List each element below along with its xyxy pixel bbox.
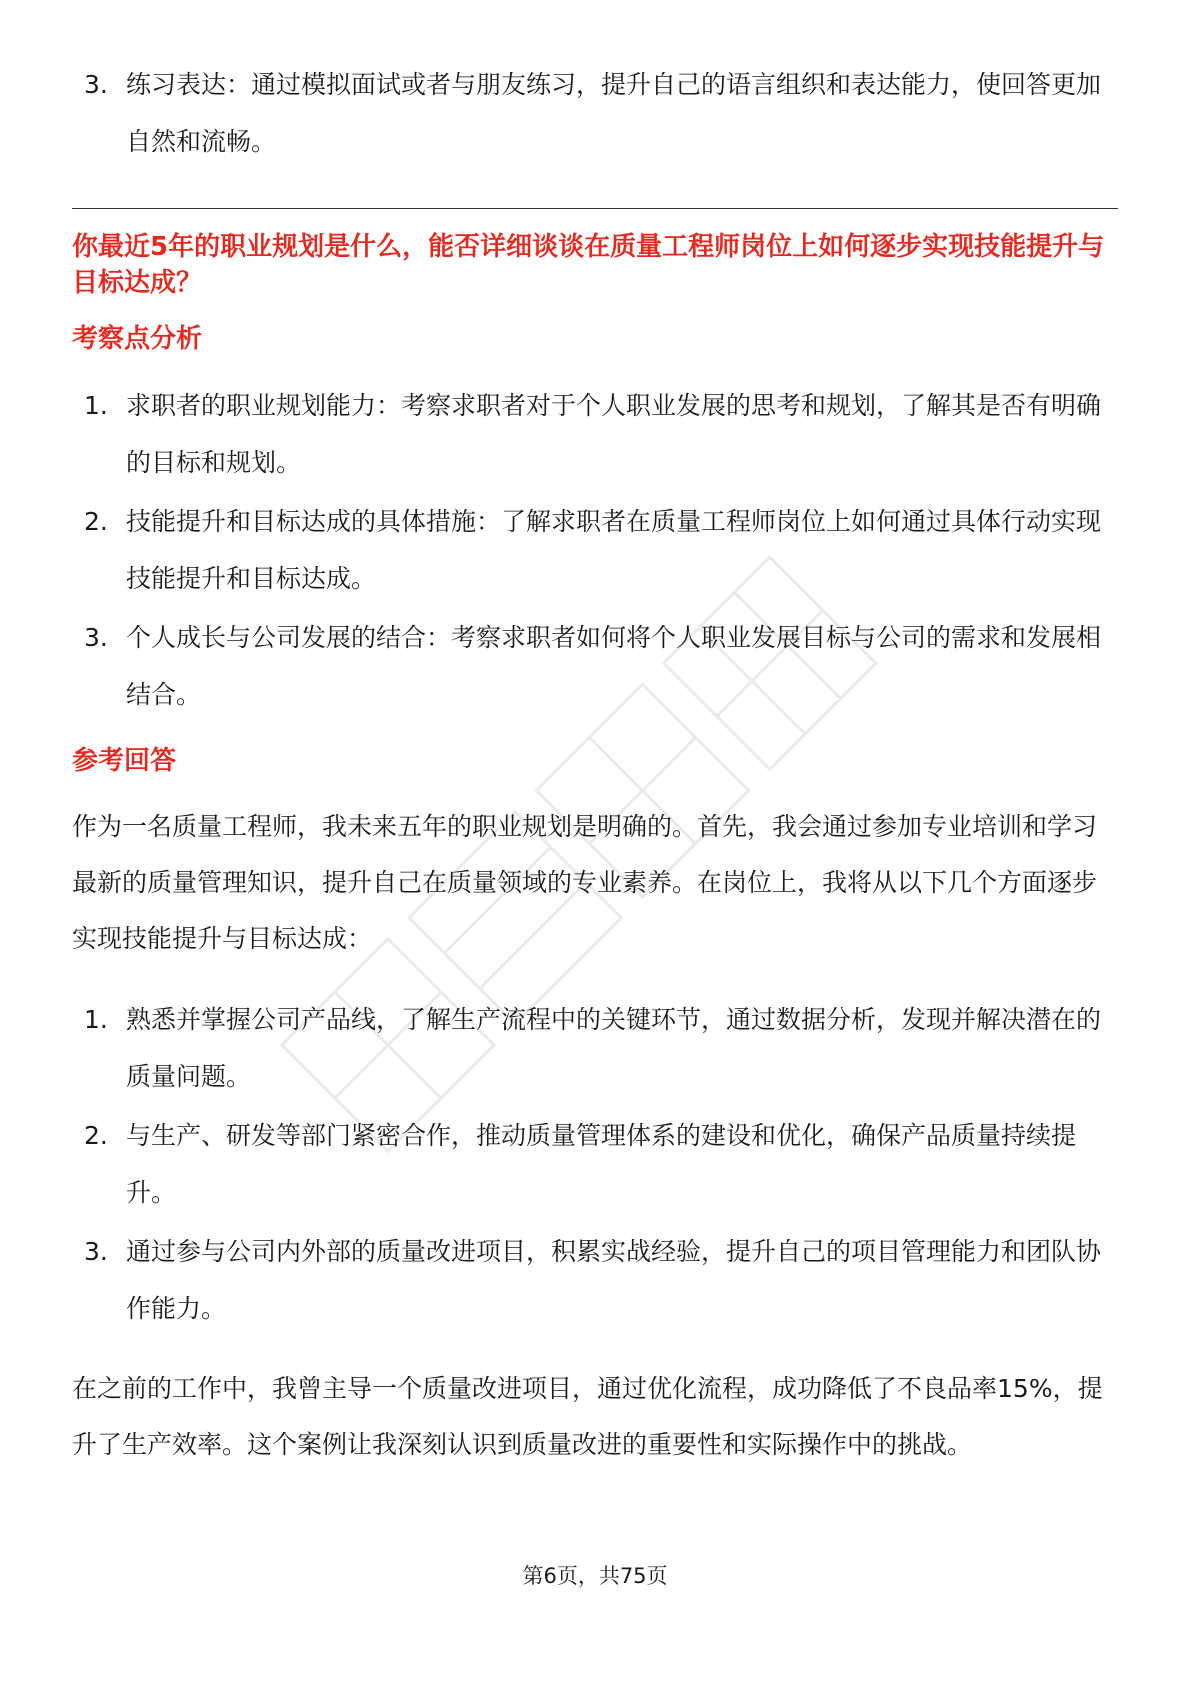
list-text: 练习表达：通过模拟面试或者与朋友练习，提升自己的语言组织和表达能力，使回答更加自然和流畅。 <box>126 70 1102 156</box>
list-number: 2. <box>84 507 108 536</box>
list-number: 1. <box>84 1005 108 1034</box>
list-number: 3. <box>84 1237 108 1266</box>
answer-intro: 作为一名质量工程师，我未来五年的职业规划是明确的。首先，我会通过参加专业培训和学习最新的质量管理知识，提升自己在质量领域的专业素养。在岗位上，我将从以下几个方面逐步实现技能提升与目标达成： <box>72 812 1098 953</box>
answer-heading: 参考回答 <box>72 746 177 776</box>
list-item <box>72 56 1118 170</box>
list-item <box>72 1223 1118 1337</box>
document-content <box>72 56 1118 1497</box>
analysis-heading: 考察点分析 <box>72 324 203 354</box>
list-item <box>72 991 1118 1105</box>
list-number: 3. <box>84 623 108 652</box>
answer-closing: 在之前的工作中，我曾主导一个质量改进项目，通过优化流程，成功降低了不良品率15%，提升了生产效率。这个案例让我深刻认识到质量改进的重要性和实际操作中的挑战。 <box>72 1374 1103 1459</box>
list-text: 与生产、研发等部门紧密合作，推动质量管理体系的建设和优化，确保产品质量持续提升。 <box>126 1121 1077 1207</box>
list-item <box>72 609 1118 723</box>
list-text: 求职者的职业规划能力：考察求职者对于个人职业发展的思考和规划，了解其是否有明确的目标和规划。 <box>126 391 1102 477</box>
list-text: 个人成长与公司发展的结合：考察求职者如何将个人职业发展目标与公司的需求和发展相结合。 <box>126 623 1102 709</box>
list-text: 技能提升和目标达成的具体措施：了解求职者在质量工程师岗位上如何通过具体行动实现技能提升和目标达成。 <box>126 507 1102 593</box>
list-number: 3. <box>84 70 108 99</box>
answer-list <box>72 991 1118 1337</box>
question-heading: 你最近5年的职业规划是什么，能否详细谈谈在质量工程师岗位上如何逐步实现技能提升与目标达成？ <box>72 232 1105 298</box>
list-item <box>72 377 1118 491</box>
analysis-list <box>72 377 1118 723</box>
list-text: 熟悉并掌握公司产品线，了解生产流程中的关键环节，通过数据分析，发现并解决潜在的质量问题。 <box>126 1005 1102 1091</box>
list-number: 2. <box>84 1121 108 1150</box>
list-text: 通过参与公司内外部的质量改进项目，积累实战经验，提升自己的项目管理能力和团队协作能力。 <box>126 1237 1102 1323</box>
section-divider <box>72 208 1118 209</box>
prev-list <box>72 56 1118 170</box>
list-item <box>72 1107 1118 1221</box>
page-number: 第6页，共75页 <box>522 1564 668 1588</box>
list-item <box>72 493 1118 607</box>
list-number: 1. <box>84 391 108 420</box>
